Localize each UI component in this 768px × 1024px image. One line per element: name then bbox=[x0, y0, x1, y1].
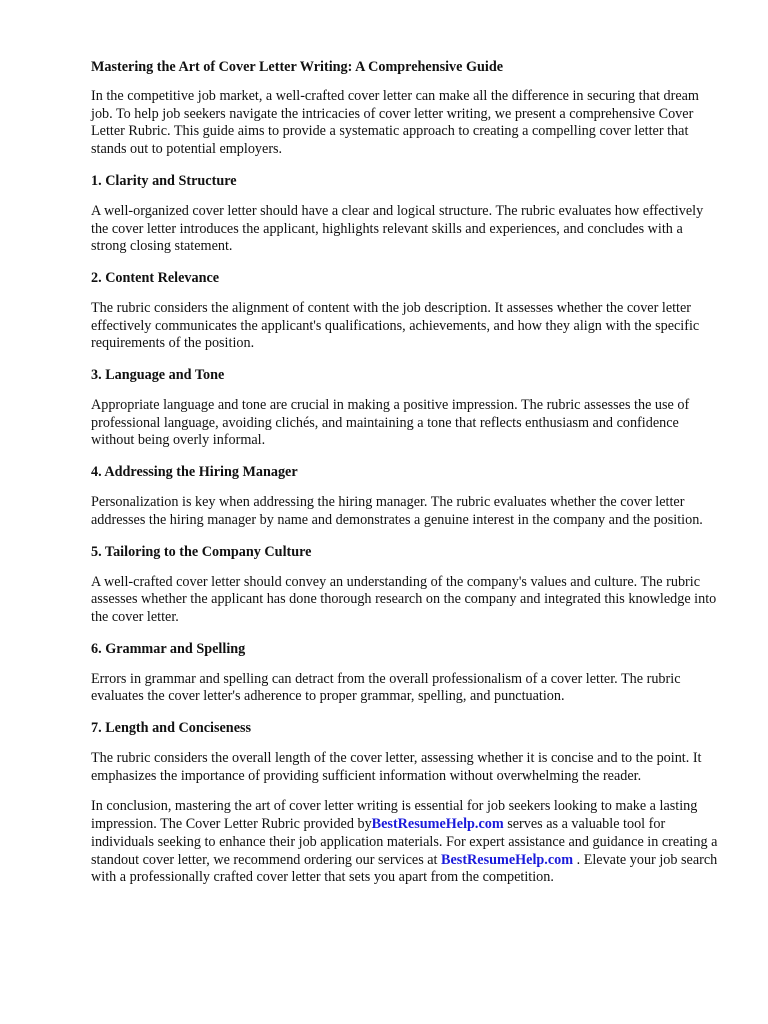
conclusion-text-1: In conclusion, mastering the art of cover letter writing is essential for job seekers looking to make a lasting impression. The Cover Letter Rubric provided by bbox=[91, 798, 698, 833]
section-heading-language-tone: 3. Language and Tone bbox=[91, 367, 225, 384]
section-body-hiring-manager: Personalization is key when addressing the hiring manager. The rubric evaluates whether the cover letter addresses the hiring manager by name and demonstrates a genuine interest in the company and the position. bbox=[91, 494, 703, 528]
bestresumehelp-link-2[interactable]: BestResumeHelp.com bbox=[441, 851, 574, 868]
section-heading-content-relevance: 2. Content Relevance bbox=[91, 269, 220, 286]
section-heading-length: 7. Length and Conciseness bbox=[91, 720, 252, 737]
document-title: Mastering the Art of Cover Letter Writing: A Comprehensive Guide bbox=[91, 59, 504, 75]
section-heading-hiring-manager: 4. Addressing the Hiring Manager bbox=[91, 464, 298, 481]
intro-paragraph: In the competitive job market, a well-crafted cover letter can make all the difference in securing that dream job. To help job seekers navigate the intricacies of cover letter writing, we present a comprehensive Cover Letter Rubric. This guide aims to provide a systematic approach to creating a compelling cover letter that stands out to potential employers. bbox=[91, 88, 699, 158]
section-heading-grammar-spelling: 6. Grammar and Spelling bbox=[91, 640, 246, 657]
conclusion-text-2: serves as a valuable tool for individuals seeking to enhance their job application materials. For expert assistance and guidance in creating a standout cover letter, we recommend ordering our services at bbox=[91, 816, 718, 868]
section-body-language-tone: Appropriate language and tone are crucial in making a positive impression. The rubric assesses the use of professional language, avoiding clichés, and maintaining a tone that reflects enthusiasm and confidence without being overly informal. bbox=[91, 397, 690, 449]
section-body-grammar-spelling: Errors in grammar and spelling can detract from the overall professionalism of a cover letter. The rubric evaluates the cover letter's adherence to proper grammar, spelling, and punctuation. bbox=[91, 670, 681, 705]
section-heading-company-culture: 5. Tailoring to the Company Culture bbox=[91, 543, 312, 560]
bestresumehelp-link-1[interactable]: BestResumeHelp.com bbox=[371, 816, 504, 833]
section-body-length: The rubric considers the overall length of the cover letter, assessing whether it is concise and to the point. It emphasizes the importance of providing sufficient information without overwhelming the reader. bbox=[91, 750, 702, 784]
section-body-content-relevance: The rubric considers the alignment of content with the job description. It assesses whether the cover letter effectively communicates the applicant's qualifications, achievements, and how they align with the specific requirements of the position. bbox=[91, 299, 700, 352]
section-heading-clarity: 1. Clarity and Structure bbox=[91, 172, 237, 189]
section-body-company-culture: A well-crafted cover letter should convey an understanding of the company's values and culture. The rubric assesses whether the applicant has done thorough research on the company and integrated this knowledge into the cover letter. bbox=[91, 573, 717, 625]
document-page bbox=[91, 58, 721, 900]
conclusion-text-3: . Elevate your job search with a professionally crafted cover letter that sets you apart from the competition. bbox=[91, 851, 718, 886]
conclusion-paragraph bbox=[91, 798, 721, 887]
section-body-clarity: A well-organized cover letter should have a clear and logical structure. The rubric evaluates how effectively the cover letter introduces the applicant, highlights relevant skills and experiences, and concludes with a strong closing statement. bbox=[91, 202, 704, 255]
